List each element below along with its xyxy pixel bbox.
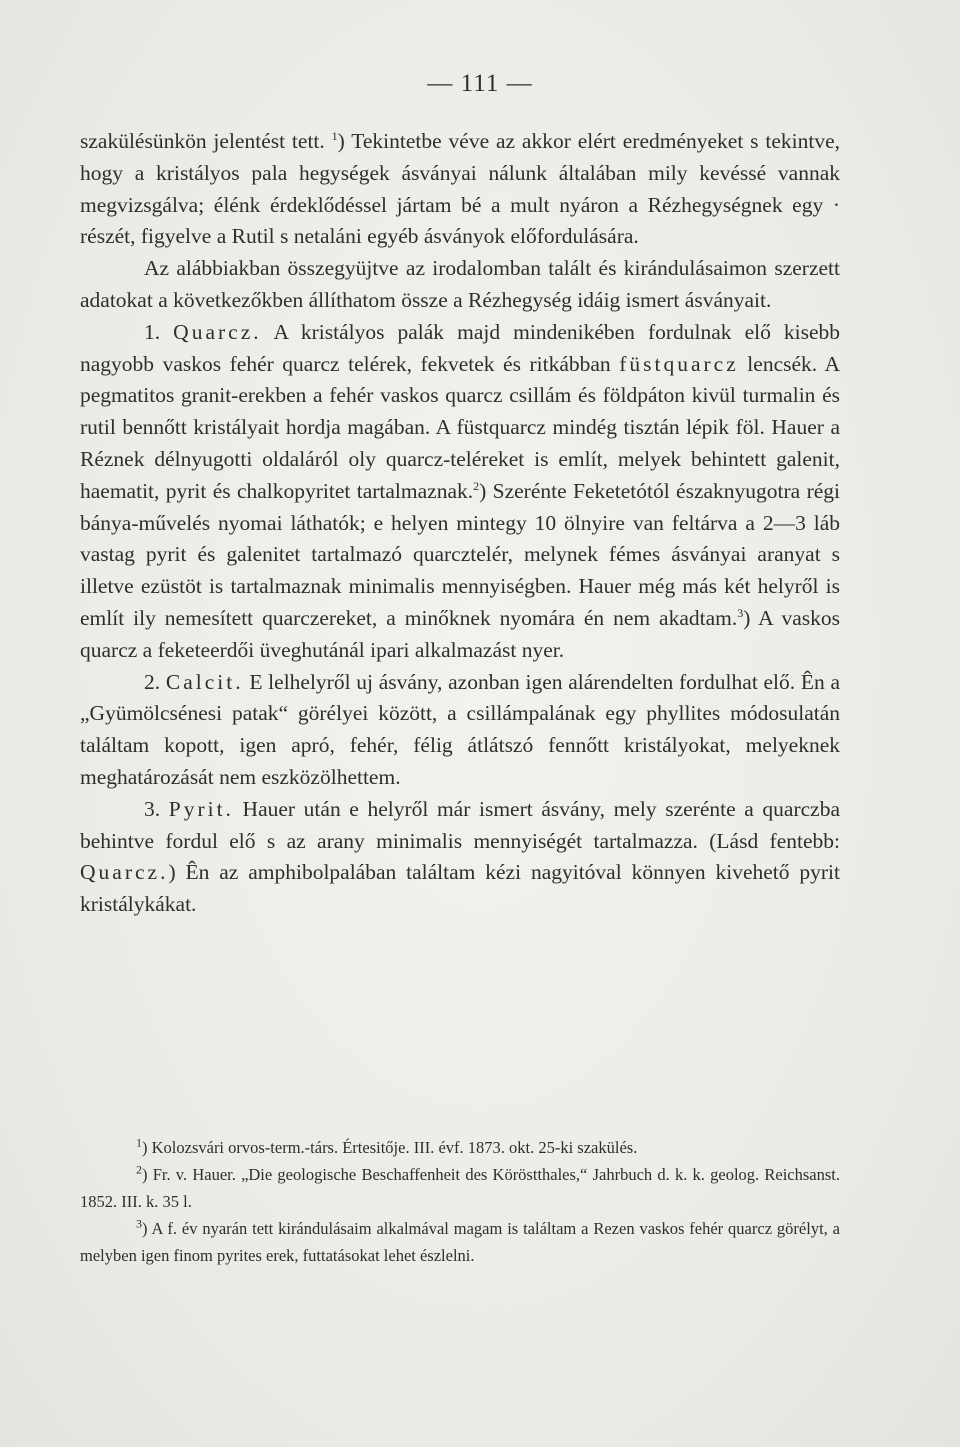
text-run: szakülésünkön jelentést tett. (80, 129, 325, 153)
footnote-2 (80, 1161, 840, 1215)
text-run: ) Ên az amphibolpalában találtam kézi nagyitóval könnyen kivehető pyrit kristálykákat. (80, 860, 840, 917)
footnote-text: ) Kolozsvári orvos-term.-társ. Értesitője. III. évf. 1873. okt. 25-ki szakülés. (142, 1138, 638, 1157)
paragraph-pyrit (80, 794, 840, 921)
item-number: 3. (144, 796, 161, 821)
mineral-name-quarcz: Quarcz. (173, 319, 262, 344)
footnotes (80, 1134, 840, 1269)
text-run: lencsék. A pegmatitos granit-erekben a fehér vaskos quarcz csillám és földpáton kivül turmalin és rutil bennőtt kristályait hordja magában. A füstquarcz mindég tisztán lépik föl. Hauer a Réznek délnyugotti oldaláról oly quarcz-teléreket is említ, melyek behintett galenit, haematit, pyrit és chalkopyritet tartalmaznak. (80, 351, 841, 503)
footnote-mark: 2 (136, 1162, 142, 1177)
text-run: ) Szerénte Feketetótól északnyugotra régi bánya-művelés nyomai láthatók; e helyen mintegy 10 ölnyire van feltárva a 2—3 láb vastag pyrit és galenitet tartalmazó quarcztelér, melynek fémes ásványai aranyat s illetve ezüstöt is tartalmaznak minimalis mennyiségben. Hauer még más két helyről is említ ily nemesített quarczereket, a minőknek nyomára én nem akadtam. (80, 478, 840, 630)
item-number: 2. (144, 669, 161, 694)
footnote-ref-3: 3 (737, 605, 744, 620)
footnote-3 (80, 1215, 840, 1269)
page-number: — 111 — (427, 70, 533, 97)
mineral-name-calcit: Calcit. (165, 669, 244, 694)
text-run: ) A vaskos quarcz a feketeerdői üveghutánál ipari alkalmazást nyer. (80, 605, 840, 662)
footnote-text: ) A f. év nyarán tett kirándulásaim alkalmával magam is találtam a Rezen vaskos fehér quarcz görélyt, a melyben igen finom pyrites erek, futtatásokat lehet észlelni. (80, 1219, 840, 1265)
footnote-ref-2: 2 (473, 478, 480, 493)
footnote-mark: 3 (136, 1216, 142, 1231)
paragraph-quarcz (80, 317, 840, 667)
item-number: 1. (144, 319, 161, 344)
footnote-1 (80, 1134, 840, 1161)
paragraph-calcit (80, 667, 840, 794)
text-run: A kristályos palák majd mindenikében fordulnak elő kisebb nagyobb vaskos fehér quarcz telérek, fekvetek és ritkábban (80, 319, 841, 376)
paragraph-intro (80, 126, 840, 253)
mineral-name-pyrit: Pyrit. (168, 796, 234, 821)
footnote-text: ) Fr. v. Hauer. „Die geologische Beschaffenheit des Köröstthales,“ Jahrbuch d. k. k. geolog. Reichsanst. 1852. III. k. 35 l. (80, 1165, 840, 1211)
mineral-name-fustquarcz: füstquarcz (619, 351, 739, 376)
text-run: E lelhelyről uj ásvány, azonban igen alárendelten fordulhat elő. Ên a „Gyümölcsénesi patak“ görélyei között, a csillámpalának egy phyllites módosulatán találtam kopott, igen apró, fehér, félig átlátszó fennőtt kristályokat, melyeknek meghatározását nem eszközölhettem. (80, 669, 841, 789)
text-run: ) Tekintetbe véve az akkor elért eredményeket s tekintve, hogy a kristályos pala hegységek ásványai nálunk általában mily kevéssé vannak megvizsgálva; élénk érdeklődéssel jártam bé a mult nyáron a Rézhegységnek egy · részét, figyelve a Rutil s netaláni egyéb ásványok előfordulására. (80, 129, 841, 249)
body-text (80, 126, 840, 921)
mineral-name-quarcz-ref: Quarcz. (80, 860, 169, 885)
footnote-ref-1: 1 (331, 128, 338, 143)
text-run: Hauer után e helyről már ismert ásvány, mely szerénte a quarczba behintve fordul elő s az arany minimalis mennyiségét tartalmazza. (Lásd fentebb: (80, 796, 840, 853)
paragraph-summary: Az alábbiakban összegyüjtve az irodalomban talált és kirándulásaimon szerzett adatokat a következőkben állíthatom össze a Rézhegység idáig ismert ásványait. (80, 256, 840, 312)
footnote-mark: 1 (136, 1135, 142, 1150)
